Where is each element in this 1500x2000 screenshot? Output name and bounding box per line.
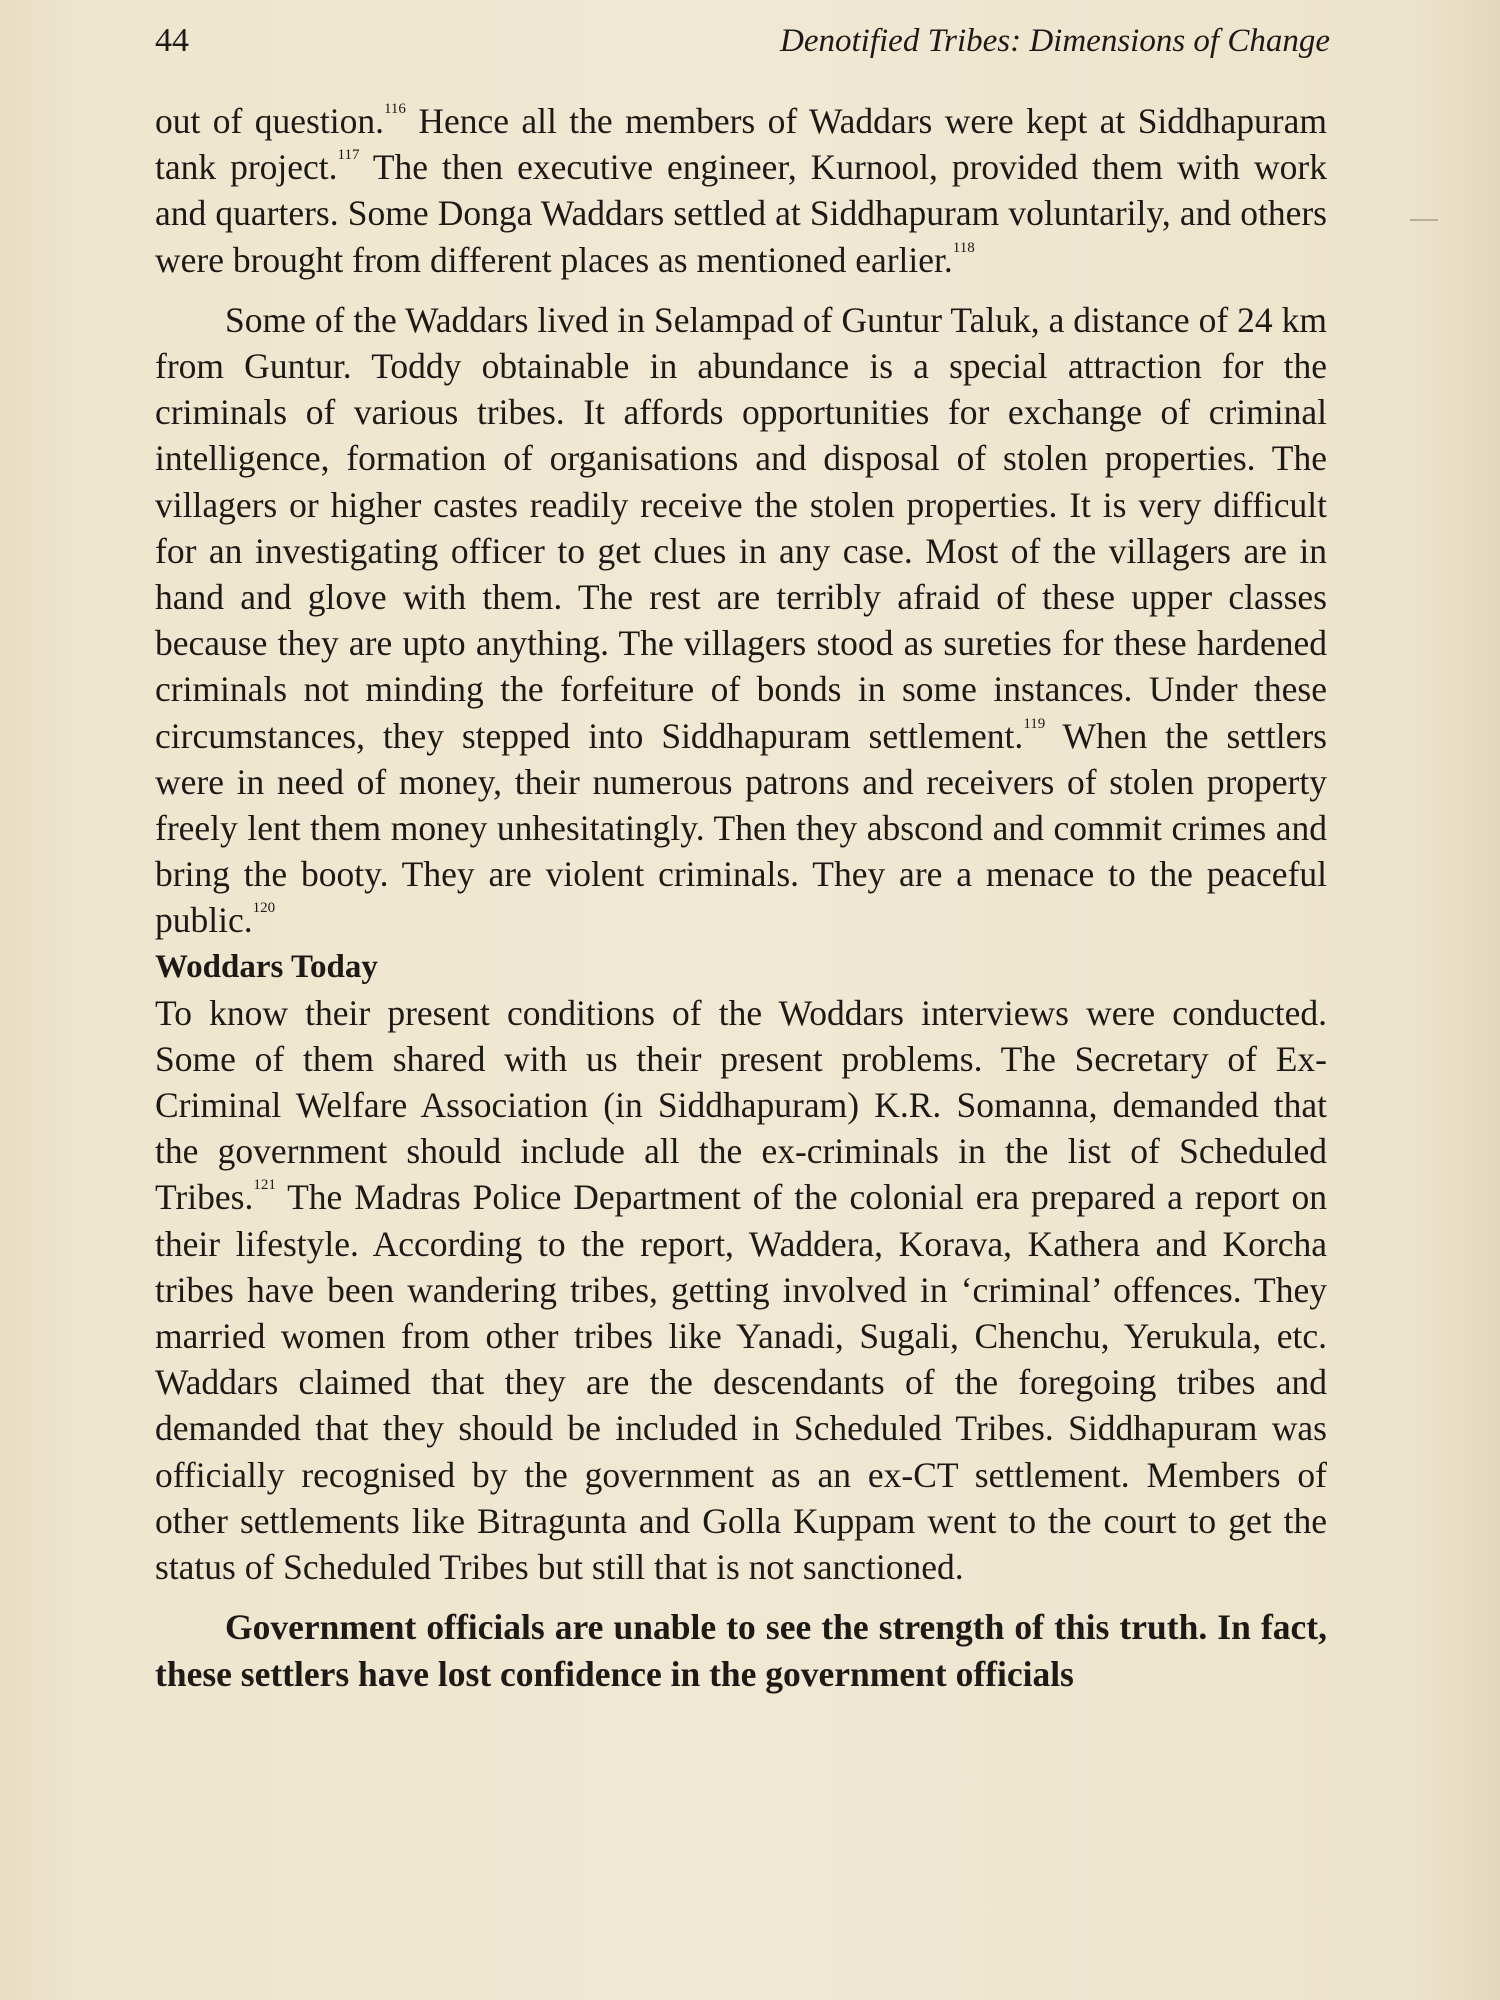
paragraph-1 [155,98,1327,283]
footnote-ref-118: 118 [952,239,975,256]
paragraph-3-text-b: The Madras Police Department of the colonial era prepared a report on their lifestyle. According to the report, Waddera, Korava, Kathera and Korcha tribes have been wandering tribes, getting involved in ‘criminal’ offences. They married women from other tribes like Yanadi, Sugali, Chenchu, Yerukula, etc. Waddars claimed that they are the descendants of the foregoing tribes and demanded that they should be included in Scheduled Tribes. Siddhapuram was officially recognised by the government as an ex-CT settlement. Members of other settlements like Bitragunta and Golla Kuppam went to the court to get the status of Scheduled Tribes but still that is not sanctioned. [155,1177,1327,1588]
paragraph-2-text-b: When the settlers were in need of money, their numerous patrons and receivers of stolen property freely lent them money unhesitatingly. Then they abscond and commit crimes and bring the booty. They are violent criminals. They are a menace to the peaceful public. [155,715,1328,941]
paragraph-1-text-a: out of question. [155,101,384,141]
footnote-ref-120: 120 [252,900,276,917]
page-header [155,22,1330,72]
paragraph-3 [155,990,1327,1591]
margin-mark [1410,219,1438,221]
section-heading: Woddars Today [155,948,378,985]
paragraph-2 [155,297,1327,944]
body-text [155,98,1327,1697]
footnote-ref-119: 119 [1023,715,1046,732]
page-number: 44 [155,22,189,59]
paragraph-3-text-a: To know their present conditions of the Woddars interviews were conducted. Some of them shared with us their present problems. The Secretary of Ex-Criminal Welfare Association (in Siddhapuram) K.R. Somanna, demanded that the government should include all the ex-criminals in the list of Scheduled Tribes. [155,992,1327,1218]
running-title: Denotified Tribes: Dimensions of Change [780,23,1330,59]
paragraph-1-text-c: The then executive engineer, Kurnool, provided them with work and quarters. Some Donga Waddars settled at Siddhapuram voluntarily, and others were brought from different places as mentioned earlier. [155,147,1327,280]
paragraph-2-text-a: Some of the Waddars lived in Selampad of Guntur Taluk, a distance of 24 km from Guntur. Toddy obtainable in abundance is a special attraction for the criminals of various tribes. It affords opportunities for exchange of criminal intelligence, formation of organisations and disposal of stolen properties. The villagers or higher castes readily receive the stolen properties. It is very difficult for an investigating officer to get clues in any case. Most of the villagers are in hand and glove with them. The rest are terribly afraid of these upper classes because they are upto anything. The villagers stood as sureties for these hardened criminals not minding the forfeiture of bonds in some instances. Under these circumstances, they stepped into Siddhapuram settlement. [155,299,1327,756]
paragraph-4: Government officials are unable to see the strength of this truth. In fact, these settlers have lost confidence in the government officials [155,1607,1327,1694]
paragraph-1-text-b: Hence all the members of Waddars were kept at Siddhapuram tank project. [155,101,1327,188]
footnote-ref-121: 121 [253,1177,276,1194]
footnote-ref-116: 116 [383,101,406,117]
footnote-ref-117: 117 [337,147,360,164]
